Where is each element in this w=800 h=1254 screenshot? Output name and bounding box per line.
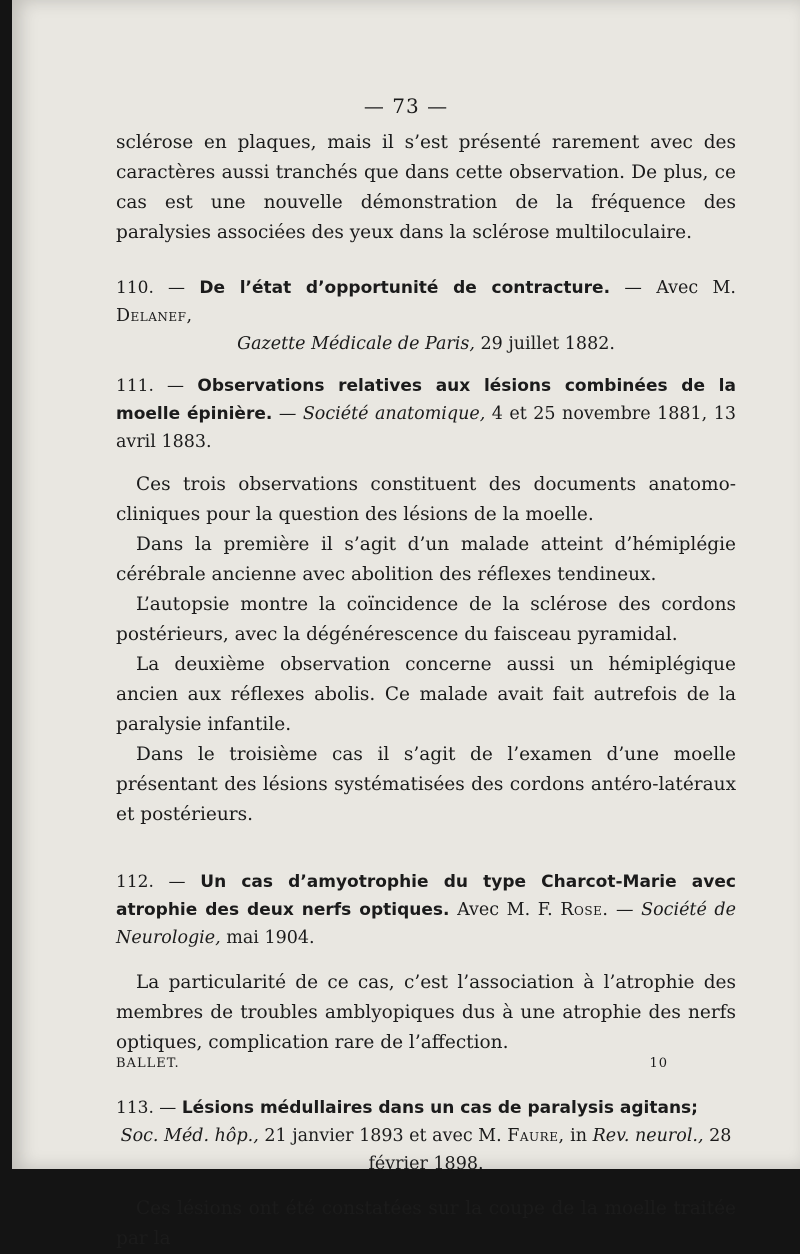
entry-113-reference: [116, 1122, 736, 1178]
entry-111: [116, 372, 736, 456]
entry-112-source: — Société de Neurologie,: [116, 900, 736, 948]
entry-112-body: [116, 968, 736, 1058]
entry-110-heading: [116, 274, 736, 330]
entry-111-paragraph: La deuxième observation concerne aussi un hémiplégique ancien aux réflexes abolis. Ce malade avait fait autrefois de la paralysie infantile.: [116, 654, 736, 735]
page-number: — 73 —: [363, 94, 449, 118]
entry-110-number: 110. —: [116, 278, 186, 298]
entry-111-date: 4 et 25 novembre 1881, 13 avril 1883.: [116, 404, 736, 452]
entry-110-reference: [116, 330, 736, 358]
entry-112: [116, 868, 736, 952]
entry-110-source: Gazette Médicale de Paris,: [237, 334, 475, 354]
entry-113-heading: [116, 1094, 736, 1122]
entry-113-body: [116, 1194, 736, 1254]
entry-112-date: mai 1904.: [226, 928, 315, 948]
entry-113-in: in: [570, 1126, 587, 1146]
entry-112-paragraph: La particularité de ce cas, c’est l’association à l’atrophie des membres de troubles amblyopiques dus à une atrophie des nerfs optiques, complication rare de l’affection.: [116, 972, 736, 1053]
entry-111-paragraph: Ces trois observations constituent des documents anatomo-cliniques pour la question des lésions de la moelle.: [116, 474, 736, 525]
entry-110-coauthor: Delanef,: [116, 306, 193, 326]
page-content: [116, 128, 736, 1254]
entry-110-date: 29 juillet 1882.: [480, 334, 615, 354]
entry-112-heading: [116, 868, 736, 952]
entry-110: [116, 274, 736, 358]
entry-111-paragraph: Dans la première il s’agit d’un malade atteint d’hémiplégie cérébrale ancienne avec abolition des réflexes tendineux.: [116, 534, 736, 585]
entry-113-coauthor: Faure,: [507, 1126, 565, 1146]
entry-113-number: 113. —: [116, 1098, 177, 1118]
entry-111-title: Observations relatives aux lésions combinées de la moelle épinière.: [116, 376, 736, 424]
entry-113-date-2: 28 février 1898.: [368, 1126, 732, 1174]
entry-113-title: Lésions médullaires dans un cas de paralysis agitans;: [181, 1098, 698, 1118]
footer-signature: BALLET.: [116, 1056, 180, 1071]
entry-112-coauthor: Rose.: [560, 900, 609, 920]
entry-113-source-1: Soc. Méd. hôp.,: [120, 1126, 259, 1146]
entry-112-number: 112. —: [116, 872, 186, 892]
entry-111-body: [116, 470, 736, 830]
entry-112-title: Un cas d’amyotrophie du type Charcot-Marie avec atrophie des deux nerfs optiques.: [116, 872, 736, 920]
entry-113: [116, 1094, 736, 1178]
entry-112-with: Avec M. F.: [457, 900, 553, 920]
entry-111-source: — Société anatomique,: [278, 404, 486, 424]
entry-111-paragraph: L’autopsie montre la coïncidence de la sclérose des cordons postérieurs, avec la dégénérescence du faisceau pyramidal.: [116, 594, 736, 645]
entry-113-date-1: 21 janvier 1893 et avec M.: [264, 1126, 502, 1146]
entry-113-source-2: Rev. neurol.,: [592, 1126, 704, 1146]
entry-110-title: De l’état d’opportunité de contracture.: [199, 278, 611, 298]
entry-111-number: 111. —: [116, 376, 185, 396]
entry-111-paragraph: Dans le troisième cas il s’agit de l’examen d’une moelle présentant des lésions systématisées des cordons antéro-latéraux et postérieurs.: [116, 744, 736, 825]
intro-paragraph: sclérose en plaques, mais il s’est présenté rarement avec des caractères aussi tranchés que dans cette observation. De plus, ce cas est une nouvelle démonstration de la fréquence des paralysies associées des yeux dans la sclérose multiloculaire.: [116, 132, 736, 243]
footer-sheet-number: 10: [649, 1056, 668, 1071]
entry-111-heading: [116, 372, 736, 456]
document-page: [12, 0, 800, 1249]
entry-113-paragraph: Ces lésions ont été constatées sur la coupe de la moelle traitée par la: [116, 1198, 736, 1249]
entry-110-with: — Avec M.: [624, 278, 736, 298]
page-footer: [116, 1056, 668, 1071]
